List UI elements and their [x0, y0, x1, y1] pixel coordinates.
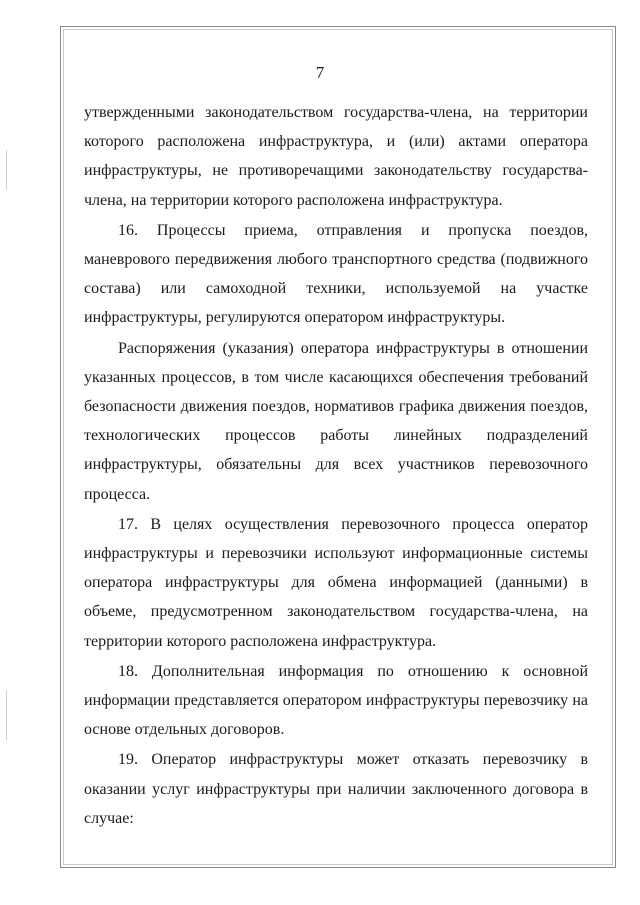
scan-margin-mark: [6, 690, 7, 740]
scan-margin-mark: [6, 150, 7, 190]
paragraph-continuation: утвержденными законодательством государства-члена, на территории которого расположена инфраструктура, и (или) актами оператора инфраструктуры, не противоречащими законодательству государства-члена, на территории которого расположена инфраструктура.: [84, 104, 588, 209]
page-number: 7: [315, 63, 325, 82]
document-body: [84, 98, 588, 833]
paragraph-17: 17. В целях осуществления перевозочного процесса оператор инфраструктуры и перевозчики используют информационные системы оператора инфраструктуры для обмена информацией (данными) в объеме, предусмотренном законодательством государства-члена, на территории которого расположена инфраструктура.: [84, 515, 588, 650]
paragraph-16: 16. Процессы приема, отправления и пропуска поездов, маневрового передвижения любого транспортного средства (подвижного состава) или самоходной техники, используемой на участке инфраструктуры, регулируются оператором инфраструктуры.: [84, 221, 588, 327]
paragraph-16-orders: Распоряжения (указания) оператора инфраструктуры в отношении указанных процессов, в том числе касающихся обеспечения требований безопасности движения поездов, нормативов графика движения поездов, технологических процессов работы линейных подразделений инфраструктуры, обязательны для всех участников перевозочного процесса.: [84, 339, 588, 503]
paragraph-18: 18. Дополнительная информация по отношению к основной информации представляется оператором инфраструктуры перевозчику на основе отдельных договоров.: [84, 662, 588, 739]
paragraph-19: 19. Оператор инфраструктуры может отказать перевозчику в оказании услуг инфраструктуры при наличии заключенного договора в случае:: [84, 751, 588, 827]
